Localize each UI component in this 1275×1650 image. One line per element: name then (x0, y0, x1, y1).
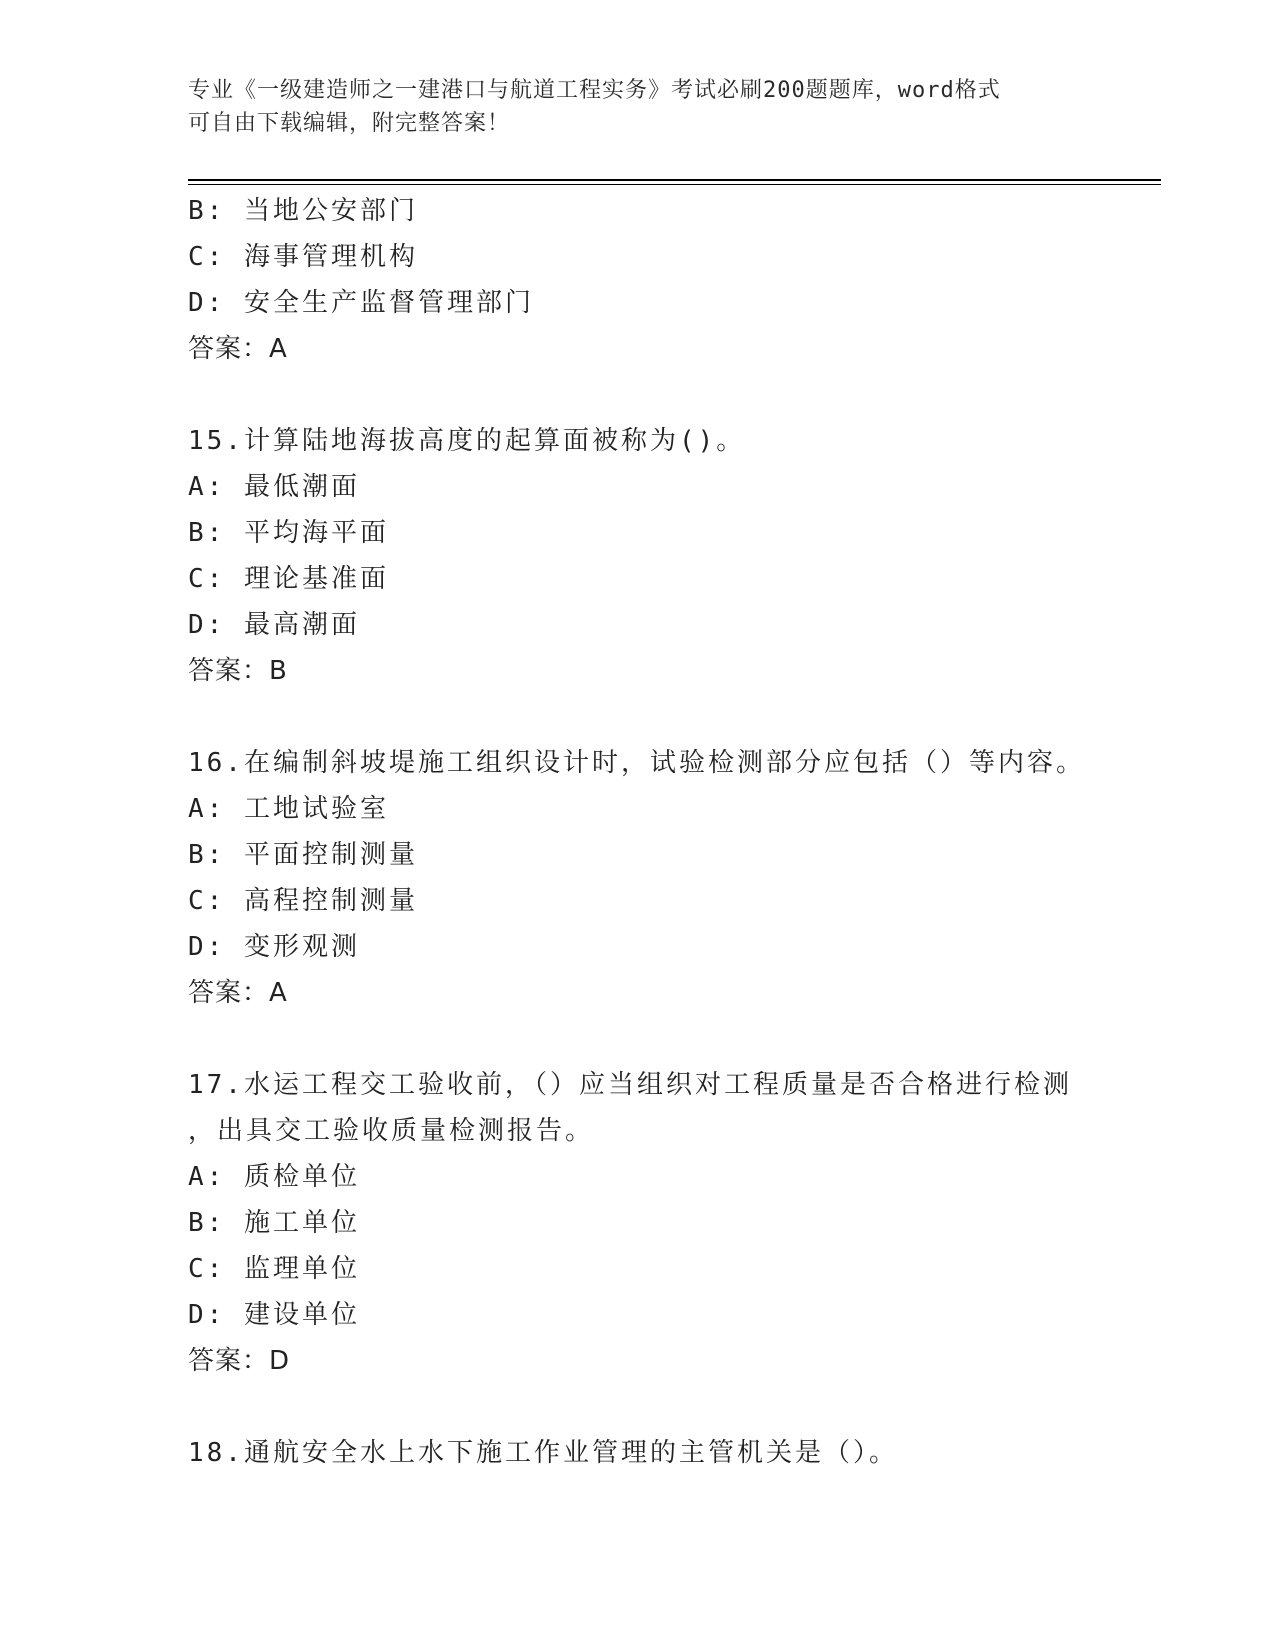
option-b: B: 平均海平面 (188, 518, 389, 548)
option-b: B: 当地公安部门 (188, 196, 418, 226)
option-c: C: 海事管理机构 (188, 242, 418, 272)
question-15 (188, 418, 1088, 694)
question-stem-continued: ，出具交工验收质量检测报告。 (188, 1116, 595, 1146)
question-18 (188, 1430, 1088, 1476)
answer: 答案：B (188, 656, 288, 686)
answer: 答案：A (188, 334, 288, 364)
document-header (188, 74, 1088, 140)
option-b: B: 施工单位 (188, 1208, 360, 1238)
option-c: C: 高程控制测量 (188, 886, 418, 916)
question-list (188, 188, 1088, 1476)
option-c: C: 理论基准面 (188, 564, 389, 594)
option-a: A: 工地试验室 (188, 794, 389, 824)
option-d: D: 安全生产监督管理部门 (188, 288, 534, 318)
question-stem: 17.水运工程交工验收前，（）应当组织对工程质量是否合格进行检测 (188, 1070, 1072, 1100)
question-stem: 18.通航安全水上水下施工作业管理的主管机关是（）。 (188, 1438, 898, 1468)
answer: 答案：A (188, 978, 288, 1008)
option-b: B: 平面控制测量 (188, 840, 418, 870)
question-stem: 15.计算陆地海拔高度的起算面被称为()。 (188, 426, 746, 456)
answer: 答案：D (188, 1346, 291, 1376)
option-a: A: 最低潮面 (188, 472, 360, 502)
question-14-tail (188, 188, 1088, 372)
option-d: D: 建设单位 (188, 1300, 360, 1330)
question-stem: 16.在编制斜坡堤施工组织设计时，试验检测部分应包括（）等内容。 (188, 748, 1085, 778)
header-line-1: 专业《一级建造师之一建港口与航道工程实务》考试必刷200题题库，word格式 (188, 78, 1001, 103)
header-rule-thin (188, 184, 1161, 185)
option-a: A: 质检单位 (188, 1162, 360, 1192)
question-16 (188, 740, 1088, 1016)
option-d: D: 变形观测 (188, 932, 360, 962)
header-line-2: 可自由下载编辑，附完整答案！ (188, 111, 511, 136)
option-d: D: 最高潮面 (188, 610, 360, 640)
option-c: C: 监理单位 (188, 1254, 360, 1284)
header-rule-thick (188, 179, 1161, 181)
question-17 (188, 1062, 1088, 1384)
